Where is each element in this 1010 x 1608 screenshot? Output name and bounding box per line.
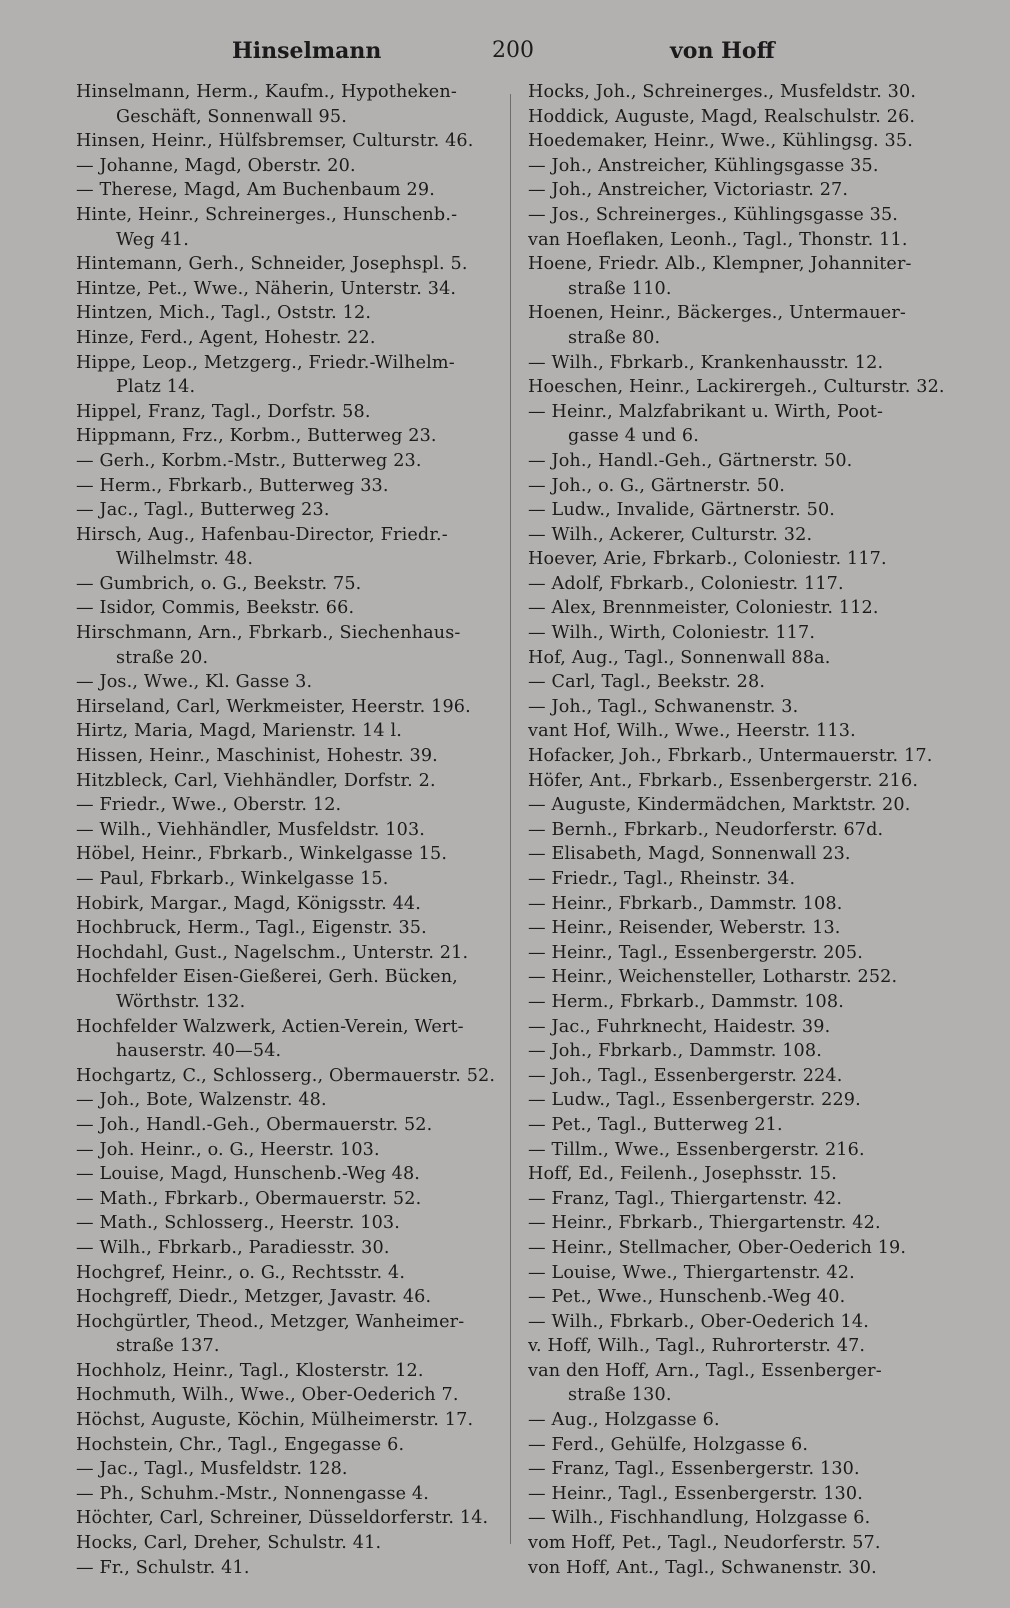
directory-entry: Hoever, Arie, Fbrkarb., Coloniestr. 117.: [528, 549, 887, 570]
directory-entry: — Wilh., Fbrkarb., Ober-Oederich 14.: [528, 1311, 869, 1332]
directory-entry: — Joh., o. G., Gärtnerstr. 50.: [528, 475, 786, 496]
directory-entry: — Auguste, Kindermädchen, Marktstr. 20.: [528, 795, 911, 816]
directory-entry: von Hoff, Ant., Tagl., Schwanenstr. 30.: [528, 1557, 877, 1578]
directory-entry-continuation: straße 110.: [568, 278, 672, 299]
directory-entry: Hochgref, Heinr., o. G., Rechtsstr. 4.: [76, 1262, 406, 1283]
column-divider: [510, 94, 511, 1544]
directory-entry: Hof, Aug., Tagl., Sonnenwall 88a.: [528, 647, 831, 668]
directory-entry: Hirseland, Carl, Werkmeister, Heerstr. 196.: [76, 696, 471, 717]
directory-entry: Hinze, Ferd., Agent, Hohestr. 22.: [76, 327, 376, 348]
directory-entry: Hoff, Ed., Feilenh., Josephsstr. 15.: [528, 1164, 838, 1185]
directory-entry: Hoene, Friedr. Alb., Klempner, Johanniter-: [528, 254, 912, 275]
directory-entry: Hochgürtler, Theod., Metzger, Wanheimer-: [76, 1311, 465, 1332]
directory-entry: Hippe, Leop., Metzgerg., Friedr.-Wilhelm-: [76, 352, 455, 373]
directory-entry: Hochstein, Chr., Tagl., Engegasse 6.: [76, 1434, 405, 1455]
directory-entry: Hitzbleck, Carl, Viehhändler, Dorfstr. 2.: [76, 770, 436, 791]
directory-entry: vom Hoff, Pet., Tagl., Neudorferstr. 57.: [528, 1533, 881, 1554]
directory-entry: — Math., Fbrkarb., Obermauerstr. 52.: [76, 1188, 422, 1209]
directory-entry: — Ph., Schuhm.-Mstr., Nonnengasse 4.: [76, 1483, 430, 1504]
directory-entry: Hintze, Pet., Wwe., Näherin, Unterstr. 34.: [76, 278, 457, 299]
directory-entry: — Heinr., Weichensteller, Lotharstr. 252.: [528, 967, 898, 988]
directory-entry: — Adolf, Fbrkarb., Coloniestr. 117.: [528, 573, 844, 594]
directory-entry: — Heinr., Tagl., Essenbergerstr. 205.: [528, 942, 863, 963]
directory-entry-continuation: straße 130.: [568, 1385, 672, 1406]
directory-entry: Höchst, Auguste, Köchin, Mülheimerstr. 17.: [76, 1410, 474, 1431]
directory-entry: — Friedr., Tagl., Rheinstr. 34.: [528, 869, 796, 889]
directory-entry: Hirtz, Maria, Magd, Marienstr. 14 l.: [76, 721, 402, 742]
directory-entry-continuation: Platz 14.: [116, 377, 196, 398]
directory-entry: — Heinr., Stellmacher, Ober-Oederich 19.: [528, 1237, 907, 1258]
directory-entry: — Elisabeth, Magd, Sonnenwall 23.: [528, 844, 851, 865]
directory-entry: — Heinr., Fbrkarb., Thiergartenstr. 42.: [528, 1213, 881, 1234]
directory-entry: — Joh., Fbrkarb., Dammstr. 108.: [528, 1041, 822, 1062]
directory-entry: — Joh., Anstreicher, Kühlingsgasse 35.: [528, 155, 879, 176]
directory-entry: Hochholz, Heinr., Tagl., Klosterstr. 12.: [76, 1360, 424, 1381]
directory-entry: Hoeschen, Heinr., Lackirergeh., Culturstr. 32.: [528, 377, 945, 398]
directory-entry: Höfer, Ant., Fbrkarb., Essenbergerstr. 216.: [528, 770, 919, 791]
directory-entry: Hinsen, Heinr., Hülfsbremser, Culturstr. 46.: [76, 131, 474, 152]
directory-entry: Hissen, Heinr., Maschinist, Hohestr. 39.: [76, 746, 438, 767]
directory-entry: — Tillm., Wwe., Essenbergerstr. 216.: [528, 1139, 865, 1160]
directory-entry: Hochmuth, Wilh., Wwe., Ober-Oederich 7.: [76, 1385, 459, 1406]
directory-entry: Höchter, Carl, Schreiner, Düsseldorferstr. 14.: [76, 1508, 489, 1529]
directory-entry-continuation: straße 20.: [116, 647, 209, 668]
directory-entry: — Ferd., Gehülfe, Holzgasse 6.: [528, 1434, 809, 1455]
directory-entry: — Jac., Tagl., Musfeldstr. 128.: [76, 1459, 348, 1480]
directory-entry: Hocks, Joh., Schreinerges., Musfeldstr. 30.: [528, 82, 917, 102]
directory-entry: — Louise, Wwe., Thiergartenstr. 42.: [528, 1262, 855, 1283]
directory-entry: — Jac., Tagl., Butterweg 23.: [76, 500, 330, 521]
directory-entry: — Wilh., Fbrkarb., Krankenhausstr. 12.: [528, 352, 884, 373]
directory-entry: — Wilh., Fbrkarb., Paradiesstr. 30.: [76, 1237, 390, 1258]
directory-entry-continuation: Wörthstr. 132.: [116, 991, 246, 1012]
directory-entry: Hofacker, Joh., Fbrkarb., Untermauerstr. 17.: [528, 746, 933, 767]
directory-entry-continuation: Weg 41.: [116, 229, 189, 250]
directory-entry: Hinselmann, Herm., Kaufm., Hypotheken-: [76, 82, 457, 102]
directory-entry: Hippel, Franz, Tagl., Dorfstr. 58.: [76, 401, 371, 422]
directory-entry: Höbel, Heinr., Fbrkarb., Winkelgasse 15.: [76, 844, 448, 865]
directory-entry: — Joh., Handl.-Geh., Gärtnerstr. 50.: [528, 450, 853, 471]
directory-entry: — Wilh., Ackerer, Culturstr. 32.: [528, 524, 813, 545]
directory-entry: Hintzen, Mich., Tagl., Oststr. 12.: [76, 303, 372, 324]
directory-entry: — Wilh., Fischhandlung, Holzgasse 6.: [528, 1508, 871, 1529]
directory-entry: — Joh. Heinr., o. G., Heerstr. 103.: [76, 1139, 380, 1160]
directory-entry: — Heinr., Malzfabrikant u. Wirth, Poot-: [528, 401, 884, 422]
left-column: [76, 80, 496, 1580]
directory-entry: Hochgartz, C., Schlosserg., Obermauerstr. 52.: [76, 1065, 496, 1086]
directory-entry: — Pet., Tagl., Butterweg 21.: [528, 1114, 783, 1135]
directory-entry: Hochfelder Walzwerk, Actien-Verein, Wert-: [76, 1016, 464, 1037]
directory-entry: — Jos., Schreinerges., Kühlingsgasse 35.: [528, 204, 899, 225]
directory-entry: — Louise, Magd, Hunschenb.-Weg 48.: [76, 1164, 421, 1185]
directory-entry-continuation: Wilhelmstr. 48.: [116, 549, 254, 570]
directory-entry: — Franz, Tagl., Thiergartenstr. 42.: [528, 1188, 843, 1209]
directory-entry: Hoedemaker, Heinr., Wwe., Kühlingsg. 35.: [528, 131, 913, 152]
directory-entry: — Wilh., Wirth, Coloniestr. 117.: [528, 623, 816, 644]
directory-entry: — Alex, Brennmeister, Coloniestr. 112.: [528, 598, 879, 619]
directory-entry: Hochdahl, Gust., Nagelschm., Unterstr. 21.: [76, 942, 469, 963]
directory-entry: Hintemann, Gerh., Schneider, Josephspl. 5.: [76, 254, 468, 275]
directory-entry: Hoenen, Heinr., Bäckerges., Untermauer-: [528, 303, 906, 324]
directory-entry: — Gerh., Korbm.-Mstr., Butterweg 23.: [76, 450, 422, 471]
directory-entry: Hirsch, Aug., Hafenbau-Director, Friedr.-: [76, 524, 448, 545]
directory-entry-continuation: straße 137.: [116, 1336, 220, 1357]
directory-entry: — Herm., Fbrkarb., Butterweg 33.: [76, 475, 389, 496]
directory-entry: Hochgreff, Diedr., Metzger, Javastr. 46.: [76, 1287, 432, 1308]
directory-entry: v. Hoff, Wilh., Tagl., Ruhrorterstr. 47.: [528, 1336, 866, 1357]
directory-entry-continuation: hauserstr. 40—54.: [116, 1041, 282, 1062]
directory-entry: — Herm., Fbrkarb., Dammstr. 108.: [528, 991, 844, 1012]
directory-entry: — Carl, Tagl., Beekstr. 28.: [528, 672, 766, 693]
directory-entry: — Joh., Bote, Walzenstr. 48.: [76, 1090, 327, 1111]
directory-entry: — Jos., Wwe., Kl. Gasse 3.: [76, 672, 313, 693]
page-header: [0, 38, 1010, 78]
directory-entry: — Gumbrich, o. G., Beekstr. 75.: [76, 573, 362, 594]
directory-entry: — Franz, Tagl., Essenbergerstr. 130.: [528, 1459, 860, 1480]
directory-entry: Hirschmann, Arn., Fbrkarb., Siechenhaus-: [76, 623, 461, 644]
directory-entry: — Joh., Handl.-Geh., Obermauerstr. 52.: [76, 1114, 433, 1135]
directory-entry: — Bernh., Fbrkarb., Neudorferstr. 67d.: [528, 819, 884, 840]
directory-entry: — Friedr., Wwe., Oberstr. 12.: [76, 795, 342, 816]
directory-entry: — Heinr., Reisender, Weberstr. 13.: [528, 918, 841, 939]
directory-entry: — Therese, Magd, Am Buchenbaum 29.: [76, 180, 435, 201]
directory-entry: — Heinr., Tagl., Essenbergerstr. 130.: [528, 1483, 863, 1504]
directory-entry: Hochfelder Eisen-Gießerei, Gerh. Bücken,: [76, 967, 458, 988]
directory-entry: Hoddick, Auguste, Magd, Realschulstr. 26.: [528, 106, 916, 127]
directory-entry: — Math., Schlosserg., Heerstr. 103.: [76, 1213, 401, 1234]
directory-entry: — Joh., Anstreicher, Victoriastr. 27.: [528, 180, 849, 201]
directory-entry: — Johanne, Magd, Oberstr. 20.: [76, 155, 356, 176]
directory-entry: van Hoeflaken, Leonh., Tagl., Thonstr. 11.: [528, 229, 908, 250]
directory-entry: Hippmann, Frz., Korbm., Butterweg 23.: [76, 426, 437, 447]
right-column: [528, 80, 958, 1580]
directory-entry: Hochbruck, Herm., Tagl., Eigenstr. 35.: [76, 918, 427, 939]
page-number: 200: [492, 38, 534, 63]
directory-entry: — Joh., Tagl., Essenbergerstr. 224.: [528, 1065, 843, 1086]
directory-entry: van den Hoff, Arn., Tagl., Essenberger-: [528, 1360, 882, 1381]
directory-entry: — Ludw., Invalide, Gärtnerstr. 50.: [528, 500, 836, 521]
directory-entry: vant Hof, Wilh., Wwe., Heerstr. 113.: [528, 721, 856, 742]
directory-entry-continuation: Geschäft, Sonnenwall 95.: [116, 106, 347, 127]
directory-entry: — Ludw., Tagl., Essenbergerstr. 229.: [528, 1090, 861, 1111]
directory-entry: — Paul, Fbrkarb., Winkelgasse 15.: [76, 869, 389, 889]
directory-entry: Hinte, Heinr., Schreinerges., Hunschenb.-: [76, 204, 458, 225]
directory-entry: — Joh., Tagl., Schwanenstr. 3.: [528, 696, 799, 717]
directory-entry: — Wilh., Viehhändler, Musfeldstr. 103.: [76, 819, 426, 840]
running-head-left: Hinselmann: [232, 38, 382, 64]
directory-entry: — Pet., Wwe., Hunschenb.-Weg 40.: [528, 1287, 846, 1308]
running-head-right: von Hoff: [670, 38, 775, 64]
directory-entry: — Aug., Holzgasse 6.: [528, 1410, 720, 1431]
directory-entry: — Heinr., Fbrkarb., Dammstr. 108.: [528, 893, 843, 914]
directory-entry-continuation: straße 80.: [568, 327, 661, 348]
directory-entry: Hobirk, Margar., Magd, Königsstr. 44.: [76, 893, 422, 914]
directory-entry: — Isidor, Commis, Beekstr. 66.: [76, 598, 355, 619]
directory-entry: — Fr., Schulstr. 41.: [76, 1557, 250, 1578]
directory-entry-continuation: gasse 4 und 6.: [568, 426, 700, 447]
directory-entry: — Jac., Fuhrknecht, Haidestr. 39.: [528, 1016, 831, 1037]
directory-entry: Hocks, Carl, Dreher, Schulstr. 41.: [76, 1533, 382, 1554]
